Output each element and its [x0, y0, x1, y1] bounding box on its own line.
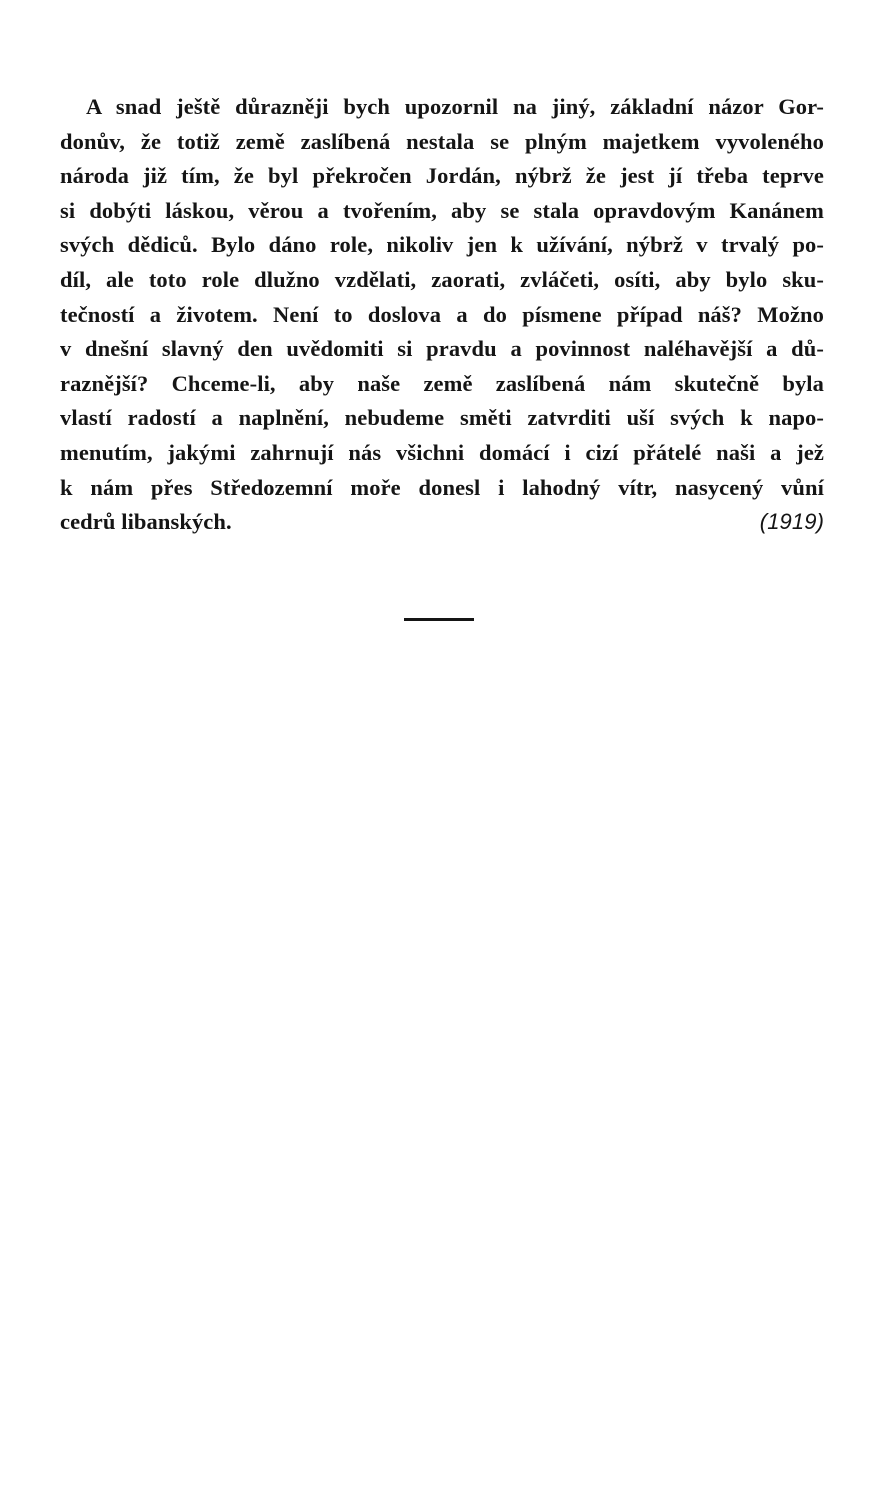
text-line: v dnešní slavný den uvědomiti si pravdu a povinnost naléhavější a dů- — [60, 336, 824, 362]
text-line: k nám přes Středozemní moře donesl i lahodný vítr, nasycený vůní — [60, 474, 824, 500]
text-line: A snad ještě důrazněji bych upozornil na jiný, základní názor Gor- — [86, 94, 824, 119]
text-line: vlastí radostí a naplnění, nebudeme směti zatvrditi uší svých k napo- — [60, 405, 824, 431]
body-paragraph — [60, 90, 824, 540]
text-line: donův, že totiž země zaslíbená nestala se plným majetkem vyvoleného — [60, 128, 824, 154]
year-label: (1919) — [759, 509, 824, 535]
text-line-last — [60, 505, 824, 540]
text-line: díl, ale toto role dlužno vzdělati, zaorati, zvláčeti, osíti, aby bylo sku- — [60, 266, 824, 292]
text-line: si dobýti láskou, věrou a tvořením, aby se stala opravdovým Kanánem — [60, 197, 824, 223]
text-line: svých dědiců. Bylo dáno role, nikoliv jen k užívání, nýbrž v trvalý po- — [60, 232, 824, 258]
text-line: národa již tím, že byl překročen Jordán, nýbrž že jest jí třeba teprve — [60, 163, 824, 189]
last-line-text: cedrů libanských. — [60, 509, 232, 535]
text-line: menutím, jakými zahrnují nás všichni domácí i cizí přátelé naši a jež — [60, 439, 824, 465]
text-line: raznější? Chceme-li, aby naše země zaslíbená nám skutečně byla — [60, 370, 824, 396]
end-rule-divider — [404, 618, 474, 621]
text-line: tečností a životem. Není to doslova a do písmene případ náš? Možno — [60, 301, 824, 327]
